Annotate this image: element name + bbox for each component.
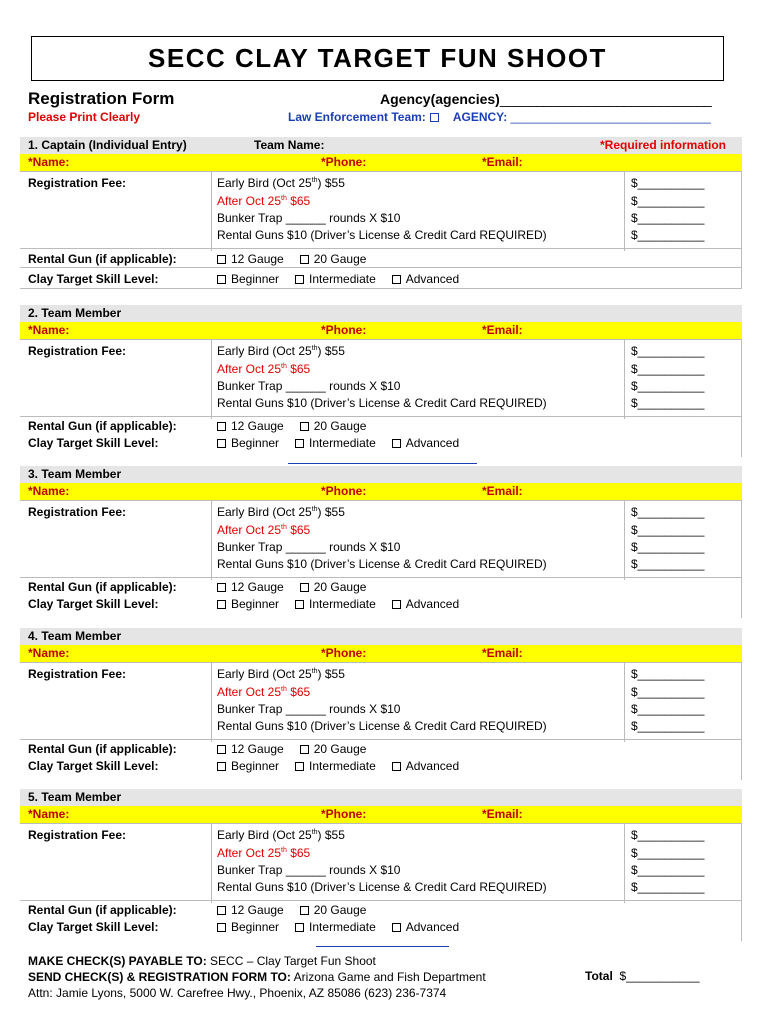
registration-fee-label: Registration Fee: — [28, 828, 127, 842]
payable-value: SECC – Clay Target Fun Shoot — [206, 954, 376, 968]
contact-row — [20, 483, 742, 500]
fee-amount-field[interactable]: $__________ — [631, 540, 705, 554]
fee-amount-field[interactable]: $__________ — [631, 863, 705, 877]
gauge12-checkbox[interactable] — [217, 583, 226, 592]
section-label: 4. Team Member — [28, 629, 122, 643]
send-value: Arizona Game and Fish Department — [290, 970, 486, 984]
row-divider — [20, 171, 742, 172]
rental-gun-label: Rental Gun (if applicable): — [28, 903, 177, 917]
section-header — [20, 789, 742, 806]
section-label: 2. Team Member — [28, 306, 122, 320]
phone-field[interactable]: *Phone: — [321, 323, 367, 337]
section-label: 3. Team Member — [28, 467, 122, 481]
right-border — [741, 823, 742, 941]
gauge-options: 12 Gauge 20 Gauge — [217, 742, 366, 756]
title-box — [31, 36, 724, 81]
rental-guns-option: Rental Guns $10 (Driver’s License & Credit Card REQUIRED) — [217, 880, 547, 894]
agency-field[interactable] — [380, 91, 711, 107]
fee-amount-field[interactable]: $__________ — [631, 505, 705, 519]
bunker-trap-option[interactable]: Bunker Trap ______ rounds X $10 — [217, 863, 401, 877]
beginner-checkbox[interactable] — [217, 275, 226, 284]
skill-options: Beginner Intermediate Advanced — [217, 759, 459, 773]
advanced-checkbox[interactable] — [392, 762, 401, 771]
separator-line — [288, 463, 477, 464]
name-field[interactable]: *Name: — [28, 646, 70, 660]
please-print-note: Please Print Clearly — [28, 110, 141, 124]
le-team-checkbox[interactable] — [430, 113, 439, 122]
row-divider — [20, 739, 742, 740]
required-info-note: *Required information — [599, 138, 726, 152]
beginner-checkbox[interactable] — [217, 600, 226, 609]
intermediate-checkbox[interactable] — [295, 762, 304, 771]
attn-line: Attn: Jamie Lyons, 5000 W. Carefree Hwy., Phoenix, AZ 85086 (623) 236-7374 — [28, 986, 447, 1000]
registration-fee-label: Registration Fee: — [28, 344, 127, 358]
fee-amount-field[interactable]: $__________ — [631, 719, 705, 733]
skill-level-label: Clay Target Skill Level: — [28, 920, 159, 934]
row-divider — [20, 662, 742, 663]
beginner-checkbox[interactable] — [217, 762, 226, 771]
section-body — [20, 171, 742, 289]
gauge12-checkbox[interactable] — [217, 745, 226, 754]
email-field[interactable]: *Email: — [482, 646, 523, 660]
after-oct-option: After Oct 25th $65 — [217, 194, 311, 208]
column-divider — [624, 823, 625, 903]
payable-line — [28, 953, 486, 969]
skill-options: Beginner Intermediate Advanced — [217, 597, 459, 611]
skill-level-label: Clay Target Skill Level: — [28, 272, 159, 286]
column-divider — [624, 339, 625, 419]
total-label: Total — [585, 969, 613, 983]
gauge-options: 12 Gauge 20 Gauge — [217, 252, 366, 266]
beginner-checkbox[interactable] — [217, 923, 226, 932]
fee-amount-field[interactable]: $__________ — [631, 667, 705, 681]
beginner-checkbox[interactable] — [217, 439, 226, 448]
intermediate-checkbox[interactable] — [295, 600, 304, 609]
skill-level-label: Clay Target Skill Level: — [28, 597, 159, 611]
column-divider — [211, 339, 212, 419]
section-header — [20, 305, 742, 322]
fee-amount-field[interactable]: $__________ — [631, 379, 705, 393]
send-line — [28, 969, 486, 985]
email-field[interactable]: *Email: — [482, 155, 523, 169]
fee-amount-field[interactable]: $__________ — [631, 362, 705, 376]
law-enforcement-team-row — [288, 110, 711, 124]
gauge-options: 12 Gauge 20 Gauge — [217, 580, 366, 594]
registration-fee-label: Registration Fee: — [28, 505, 127, 519]
contact-row — [20, 806, 742, 823]
column-divider — [624, 662, 625, 742]
early-bird-option: Early Bird (Oct 25th) $55 — [217, 176, 345, 190]
fee-amount-field[interactable]: $__________ — [631, 344, 705, 358]
bunker-trap-option[interactable]: Bunker Trap ______ rounds X $10 — [217, 540, 401, 554]
early-bird-option: Early Bird (Oct 25th) $55 — [217, 667, 345, 681]
gauge12-checkbox[interactable] — [217, 422, 226, 431]
le-team-label: Law Enforcement Team: — [288, 110, 426, 124]
intermediate-checkbox[interactable] — [295, 923, 304, 932]
rental-gun-label: Rental Gun (if applicable): — [28, 419, 177, 433]
payable-label: MAKE CHECK(S) PAYABLE TO: — [28, 954, 207, 968]
section-header — [20, 466, 742, 483]
gauge20-checkbox[interactable] — [300, 745, 309, 754]
gauge12-checkbox[interactable] — [217, 906, 226, 915]
phone-field[interactable]: *Phone: — [321, 484, 367, 498]
column-divider — [211, 171, 212, 251]
fee-amount-field[interactable]: $__________ — [631, 396, 705, 410]
after-oct-option: After Oct 25th $65 — [217, 846, 311, 860]
row-divider — [20, 577, 742, 578]
row-divider — [20, 416, 742, 417]
bunker-trap-option[interactable]: Bunker Trap ______ rounds X $10 — [217, 702, 401, 716]
agency-code-label: AGENCY: — [452, 110, 508, 124]
section-label: 5. Team Member — [28, 790, 122, 804]
fee-amount-field[interactable]: $__________ — [631, 211, 705, 225]
section-body — [20, 339, 742, 457]
member-section — [20, 628, 742, 780]
send-label: SEND CHECK(S) & REGISTRATION FORM TO: — [28, 970, 291, 984]
fee-amount-field[interactable]: $__________ — [631, 557, 705, 571]
gauge20-checkbox[interactable] — [300, 422, 309, 431]
right-border — [741, 662, 742, 780]
section-body — [20, 823, 742, 941]
bunker-trap-option[interactable]: Bunker Trap ______ rounds X $10 — [217, 379, 401, 393]
column-divider — [624, 171, 625, 251]
total-field[interactable] — [585, 969, 700, 983]
gauge20-checkbox[interactable] — [300, 583, 309, 592]
total-line: $___________ — [619, 969, 700, 983]
footer — [28, 953, 486, 1001]
contact-row — [20, 154, 742, 171]
agency-line: _____________________________ — [499, 91, 712, 107]
bunker-trap-option[interactable]: Bunker Trap ______ rounds X $10 — [217, 211, 401, 225]
skill-level-label: Clay Target Skill Level: — [28, 759, 159, 773]
contact-row — [20, 645, 742, 662]
advanced-checkbox[interactable] — [392, 600, 401, 609]
member-section — [20, 137, 742, 289]
skill-options: Beginner Intermediate Advanced — [217, 436, 459, 450]
after-oct-option: After Oct 25th $65 — [217, 685, 311, 699]
fee-amount-field[interactable]: $__________ — [631, 523, 705, 537]
fee-amount-field[interactable]: $__________ — [631, 194, 705, 208]
after-oct-option: After Oct 25th $65 — [217, 362, 311, 376]
intermediate-checkbox[interactable] — [295, 275, 304, 284]
form-title: SECC CLAY TARGET FUN SHOOT — [148, 43, 607, 73]
registration-fee-label: Registration Fee: — [28, 176, 127, 190]
fee-amount-field[interactable]: $__________ — [631, 880, 705, 894]
section-label: 1. Captain (Individual Entry) — [28, 138, 187, 152]
gauge20-checkbox[interactable] — [300, 255, 309, 264]
name-field[interactable]: *Name: — [28, 155, 70, 169]
early-bird-option: Early Bird (Oct 25th) $55 — [217, 344, 345, 358]
row-divider — [20, 267, 742, 268]
section-body — [20, 500, 742, 618]
name-field[interactable]: *Name: — [28, 323, 70, 337]
intermediate-checkbox[interactable] — [295, 439, 304, 448]
rental-guns-option: Rental Guns $10 (Driver’s License & Credit Card REQUIRED) — [217, 228, 547, 242]
contact-row — [20, 322, 742, 339]
fee-amount-field[interactable]: $__________ — [631, 702, 705, 716]
team-name-label[interactable]: Team Name: — [254, 138, 325, 152]
gauge12-checkbox[interactable] — [217, 255, 226, 264]
skill-level-label: Clay Target Skill Level: — [28, 436, 159, 450]
agency-label: Agency(agencies) — [380, 91, 500, 107]
rental-guns-option: Rental Guns $10 (Driver’s License & Credit Card REQUIRED) — [217, 719, 547, 733]
registration-fee-label: Registration Fee: — [28, 667, 127, 681]
skill-options: Beginner Intermediate Advanced — [217, 272, 459, 286]
section-header — [20, 628, 742, 645]
early-bird-option: Early Bird (Oct 25th) $55 — [217, 828, 345, 842]
section-header — [20, 137, 742, 154]
member-section — [20, 466, 742, 618]
separator-line — [316, 946, 449, 947]
rental-guns-option: Rental Guns $10 (Driver’s License & Credit Card REQUIRED) — [217, 557, 547, 571]
phone-field[interactable]: *Phone: — [321, 155, 367, 169]
skill-options: Beginner Intermediate Advanced — [217, 920, 459, 934]
row-divider — [20, 823, 742, 824]
phone-field[interactable]: *Phone: — [321, 646, 367, 660]
section-body — [20, 662, 742, 780]
row-divider — [20, 288, 742, 289]
agency-code-line[interactable]: ______________________________ — [510, 110, 711, 124]
column-divider — [624, 500, 625, 580]
fee-amount-field[interactable]: $__________ — [631, 228, 705, 242]
fee-amount-field[interactable]: $__________ — [631, 176, 705, 190]
advanced-checkbox[interactable] — [392, 923, 401, 932]
row-divider — [20, 500, 742, 501]
early-bird-option: Early Bird (Oct 25th) $55 — [217, 505, 345, 519]
member-section — [20, 789, 742, 941]
rental-gun-label: Rental Gun (if applicable): — [28, 252, 177, 266]
fee-amount-field[interactable]: $__________ — [631, 828, 705, 842]
row-divider — [20, 248, 742, 249]
after-oct-option: After Oct 25th $65 — [217, 523, 311, 537]
column-divider — [211, 823, 212, 903]
email-field[interactable]: *Email: — [482, 323, 523, 337]
rental-gun-label: Rental Gun (if applicable): — [28, 742, 177, 756]
right-border — [741, 171, 742, 289]
name-field[interactable]: *Name: — [28, 807, 70, 821]
gauge-options: 12 Gauge 20 Gauge — [217, 419, 366, 433]
rental-guns-option: Rental Guns $10 (Driver’s License & Credit Card REQUIRED) — [217, 396, 547, 410]
right-border — [741, 339, 742, 457]
column-divider — [211, 662, 212, 742]
fee-amount-field[interactable]: $__________ — [631, 846, 705, 860]
row-divider — [20, 900, 742, 901]
right-border — [741, 500, 742, 618]
gauge-options: 12 Gauge 20 Gauge — [217, 903, 366, 917]
advanced-checkbox[interactable] — [392, 275, 401, 284]
email-field[interactable]: *Email: — [482, 484, 523, 498]
fee-amount-field[interactable]: $__________ — [631, 685, 705, 699]
registration-form-heading: Registration Form — [28, 89, 175, 108]
gauge20-checkbox[interactable] — [300, 906, 309, 915]
name-field[interactable]: *Name: — [28, 484, 70, 498]
column-divider — [211, 500, 212, 580]
member-section — [20, 305, 742, 457]
phone-field[interactable]: *Phone: — [321, 807, 367, 821]
row-divider — [20, 339, 742, 340]
rental-gun-label: Rental Gun (if applicable): — [28, 580, 177, 594]
advanced-checkbox[interactable] — [392, 439, 401, 448]
email-field[interactable]: *Email: — [482, 807, 523, 821]
